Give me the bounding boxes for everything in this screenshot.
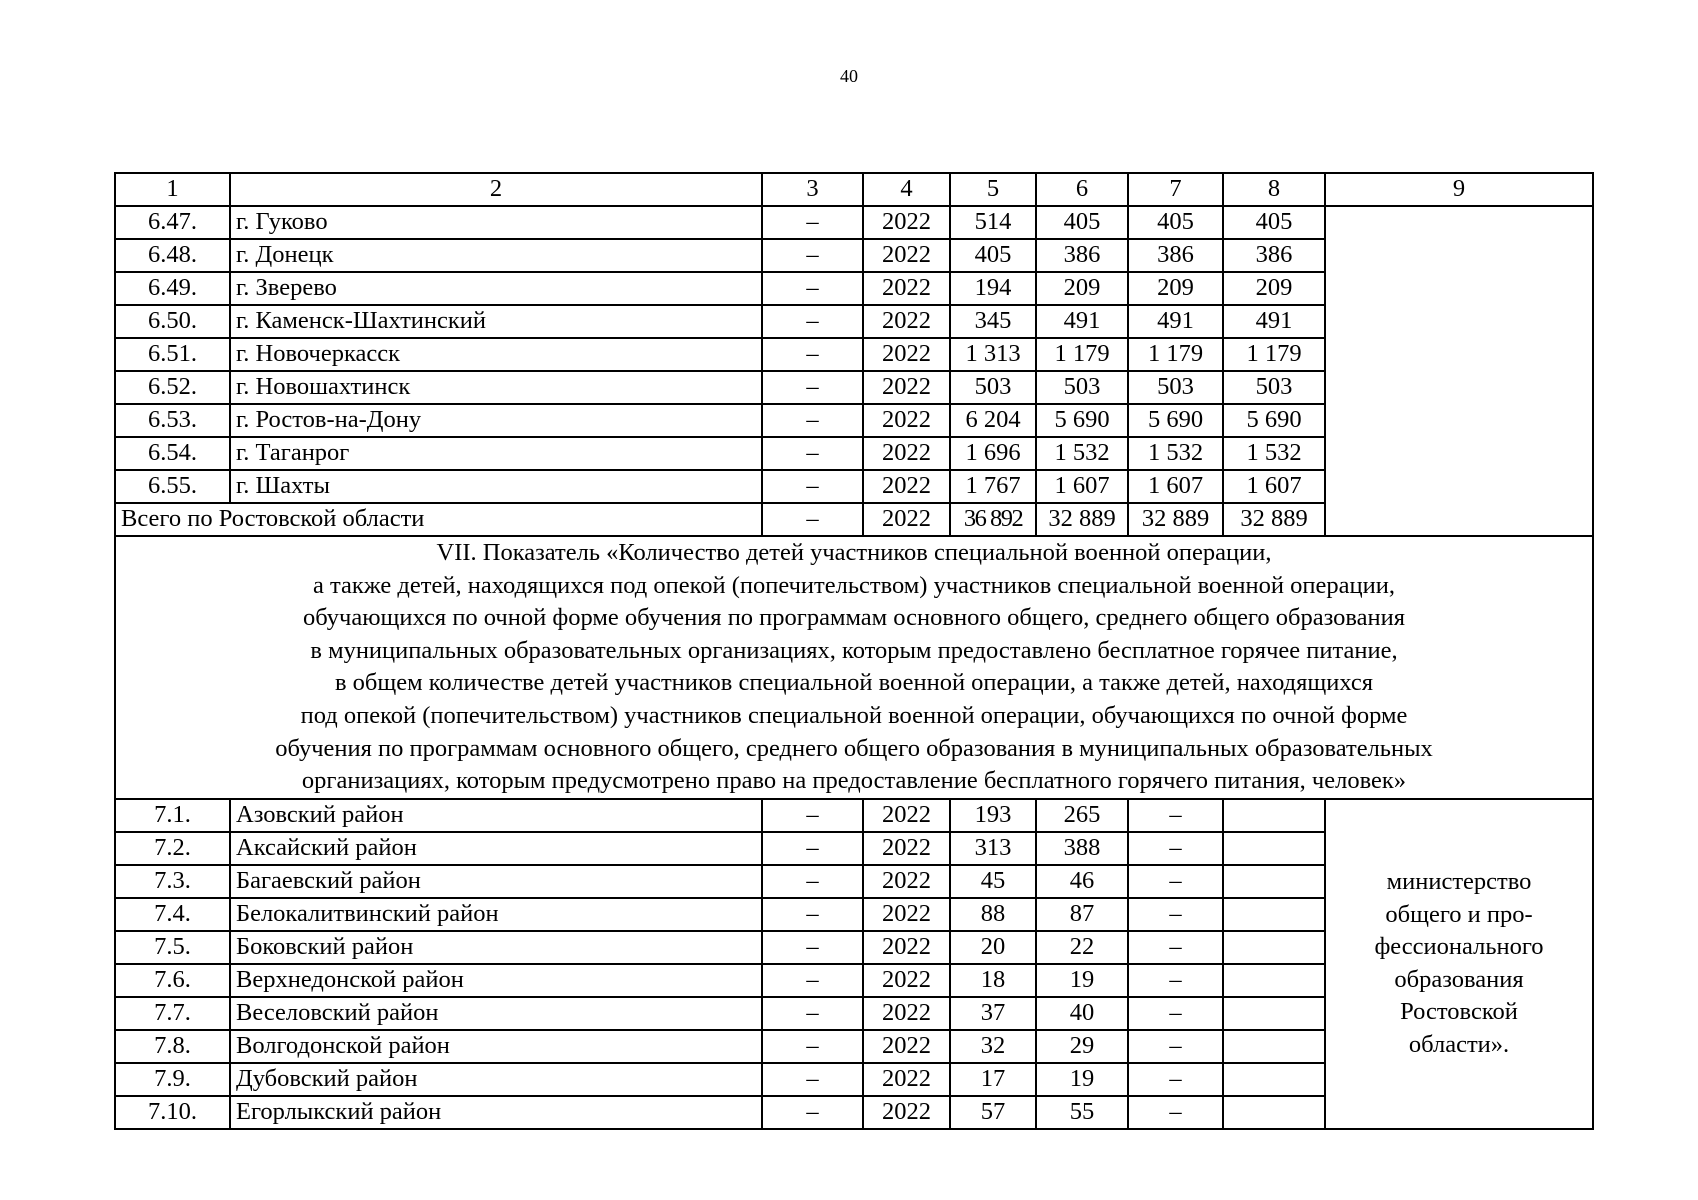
col5-cell: 503 — [950, 371, 1036, 404]
row-number-cell: 6.55. — [115, 470, 230, 503]
year-cell: 2022 — [863, 1030, 950, 1063]
row-name-cell: г. Шахты — [230, 470, 762, 503]
year-cell: 2022 — [863, 964, 950, 997]
col8-cell: 386 — [1223, 239, 1325, 272]
col6-cell: 32 889 — [1036, 503, 1128, 536]
year-cell: 2022 — [863, 997, 950, 1030]
col6-cell: 491 — [1036, 305, 1128, 338]
col3-cell: – — [762, 371, 863, 404]
section-7-title — [115, 536, 1593, 799]
col8-cell — [1223, 964, 1325, 997]
total-label-cell: Всего по Ростовской области — [115, 503, 762, 536]
col6-cell: 55 — [1036, 1096, 1128, 1129]
col8-cell — [1223, 799, 1325, 832]
col6-cell: 29 — [1036, 1030, 1128, 1063]
year-cell: 2022 — [863, 832, 950, 865]
responsible-body-cell — [1325, 799, 1593, 1129]
col8-cell: 1 532 — [1223, 437, 1325, 470]
col5-cell: 1 767 — [950, 470, 1036, 503]
col3-cell: – — [762, 437, 863, 470]
col8-cell — [1223, 931, 1325, 964]
row-number-cell: 6.47. — [115, 206, 230, 239]
col3-cell: – — [762, 964, 863, 997]
header-cell: 9 — [1325, 173, 1593, 206]
col3-cell: – — [762, 1096, 863, 1129]
section-title-line: под опекой (попечительством) участников специальной военной операции, обучающихся по очной форме — [300, 701, 1408, 729]
col5-cell: 345 — [950, 305, 1036, 338]
col3-cell: – — [762, 470, 863, 503]
row-number-cell: 6.54. — [115, 437, 230, 470]
header-cell: 1 — [115, 173, 230, 206]
section-title-line: в общем количестве детей участников специальной военной операции, а также детей, находящихся — [334, 669, 1374, 697]
header-cell: 6 — [1036, 173, 1128, 206]
row-number-cell: 6.48. — [115, 239, 230, 272]
col3-cell: – — [762, 305, 863, 338]
col8-cell — [1223, 832, 1325, 865]
section-title-row — [115, 536, 1593, 799]
section-title-line: обучения по программам основного общего, среднего общего образования в муниципальных образовательных — [275, 734, 1433, 762]
col5-cell: 514 — [950, 206, 1036, 239]
row-number-cell: 7.4. — [115, 898, 230, 931]
row-number-cell: 7.2. — [115, 832, 230, 865]
col3-cell: – — [762, 1030, 863, 1063]
col5-cell: 1 696 — [950, 437, 1036, 470]
row-number-cell: 7.10. — [115, 1096, 230, 1129]
indicator-table — [114, 172, 1594, 1130]
col7-cell: – — [1128, 832, 1223, 865]
col3-cell: – — [762, 272, 863, 305]
row-name-cell: г. Каменск-Шахтинский — [230, 305, 762, 338]
col5-cell: 18 — [950, 964, 1036, 997]
row-name-cell: Белокалитвинский район — [230, 898, 762, 931]
year-cell: 2022 — [863, 437, 950, 470]
year-cell: 2022 — [863, 898, 950, 931]
responsible-line: области». — [1408, 1030, 1510, 1058]
col6-cell: 503 — [1036, 371, 1128, 404]
col3-cell: – — [762, 1063, 863, 1096]
col6-cell: 40 — [1036, 997, 1128, 1030]
col7-cell: 32 889 — [1128, 503, 1223, 536]
col7-cell: – — [1128, 799, 1223, 832]
col9-blank-cell — [1325, 206, 1593, 536]
col8-cell: 209 — [1223, 272, 1325, 305]
row-number-cell: 6.53. — [115, 404, 230, 437]
row-name-cell: г. Гуково — [230, 206, 762, 239]
col8-cell: 32 889 — [1223, 503, 1325, 536]
col6-cell: 388 — [1036, 832, 1128, 865]
col5-cell: 88 — [950, 898, 1036, 931]
col8-cell: 1 179 — [1223, 338, 1325, 371]
col8-cell: 405 — [1223, 206, 1325, 239]
col5-cell: 405 — [950, 239, 1036, 272]
col5-cell: 32 — [950, 1030, 1036, 1063]
col5-cell: 57 — [950, 1096, 1036, 1129]
row-name-cell: г. Новошахтинск — [230, 371, 762, 404]
col3-cell: – — [762, 832, 863, 865]
year-cell: 2022 — [863, 503, 950, 536]
col6-cell: 1 179 — [1036, 338, 1128, 371]
row-number-cell: 7.7. — [115, 997, 230, 1030]
col3-cell: – — [762, 799, 863, 832]
col6-cell: 265 — [1036, 799, 1128, 832]
col6-cell: 386 — [1036, 239, 1128, 272]
col6-cell: 405 — [1036, 206, 1128, 239]
col8-cell — [1223, 865, 1325, 898]
col7-cell: – — [1128, 898, 1223, 931]
section-title-line: а также детей, находящихся под опекой (попечительством) участников специальной военной операции, — [313, 571, 1395, 599]
col8-cell — [1223, 997, 1325, 1030]
col6-cell: 87 — [1036, 898, 1128, 931]
col8-cell — [1223, 1096, 1325, 1129]
row-number-cell: 7.1. — [115, 799, 230, 832]
col5-cell: 313 — [950, 832, 1036, 865]
col5-cell: 193 — [950, 799, 1036, 832]
responsible-line: Ростовской — [1400, 998, 1518, 1026]
row-name-cell: г. Таганрог — [230, 437, 762, 470]
col7-cell: 503 — [1128, 371, 1223, 404]
table-row — [115, 206, 1593, 239]
col6-cell: 209 — [1036, 272, 1128, 305]
responsible-line: фессионального — [1374, 933, 1544, 961]
col8-cell — [1223, 1030, 1325, 1063]
col8-cell — [1223, 898, 1325, 931]
row-number-cell: 7.6. — [115, 964, 230, 997]
section-title-line: VII. Показатель «Количество детей участников специальной военной операции, — [436, 539, 1272, 566]
col5-cell: 36 892 — [950, 503, 1036, 536]
col8-cell — [1223, 1063, 1325, 1096]
col6-cell: 22 — [1036, 931, 1128, 964]
col5-cell: 20 — [950, 931, 1036, 964]
year-cell: 2022 — [863, 239, 950, 272]
col7-cell: – — [1128, 1096, 1223, 1129]
col3-cell: – — [762, 239, 863, 272]
row-name-cell: Аксайский район — [230, 832, 762, 865]
year-cell: 2022 — [863, 371, 950, 404]
col7-cell: – — [1128, 931, 1223, 964]
header-cell: 2 — [230, 173, 762, 206]
row-name-cell: Боковский район — [230, 931, 762, 964]
row-number-cell: 7.3. — [115, 865, 230, 898]
section-title-line: организациях, которым предусмотрено право на предоставление бесплатного горячего питания, человек» — [301, 767, 1407, 795]
col6-cell: 19 — [1036, 964, 1128, 997]
col5-cell: 1 313 — [950, 338, 1036, 371]
col8-cell: 491 — [1223, 305, 1325, 338]
responsible-line: образования — [1394, 965, 1524, 993]
header-row — [115, 173, 1593, 206]
row-name-cell: г. Зверево — [230, 272, 762, 305]
row-number-cell: 6.50. — [115, 305, 230, 338]
section-title-line: в муниципальных образовательных организациях, которым предоставлено бесплатное горячее питание, — [310, 636, 1398, 664]
col6-cell: 1 532 — [1036, 437, 1128, 470]
row-number-cell: 6.52. — [115, 371, 230, 404]
row-name-cell: Веселовский район — [230, 997, 762, 1030]
year-cell: 2022 — [863, 799, 950, 832]
col6-cell: 19 — [1036, 1063, 1128, 1096]
col8-cell: 5 690 — [1223, 404, 1325, 437]
table-body — [115, 173, 1593, 1129]
year-cell: 2022 — [863, 931, 950, 964]
col3-cell: – — [762, 503, 863, 536]
col7-cell: 1 179 — [1128, 338, 1223, 371]
col6-cell: 1 607 — [1036, 470, 1128, 503]
header-cell: 5 — [950, 173, 1036, 206]
row-number-cell: 7.5. — [115, 931, 230, 964]
col7-cell: 1 532 — [1128, 437, 1223, 470]
col3-cell: – — [762, 865, 863, 898]
row-name-cell: г. Донецк — [230, 239, 762, 272]
year-cell: 2022 — [863, 272, 950, 305]
col7-cell: – — [1128, 1063, 1223, 1096]
row-name-cell: г. Новочеркасск — [230, 338, 762, 371]
year-cell: 2022 — [863, 404, 950, 437]
col5-cell: 37 — [950, 997, 1036, 1030]
row-name-cell: Азовский район — [230, 799, 762, 832]
row-number-cell: 7.9. — [115, 1063, 230, 1096]
col7-cell: – — [1128, 865, 1223, 898]
col8-cell: 1 607 — [1223, 470, 1325, 503]
row-name-cell: Егорлыкский район — [230, 1096, 762, 1129]
header-cell: 8 — [1223, 173, 1325, 206]
col7-cell: 491 — [1128, 305, 1223, 338]
col8-cell: 503 — [1223, 371, 1325, 404]
year-cell: 2022 — [863, 865, 950, 898]
col3-cell: – — [762, 997, 863, 1030]
col6-cell: 5 690 — [1036, 404, 1128, 437]
row-name-cell: г. Ростов-на-Дону — [230, 404, 762, 437]
row-name-cell: Верхнедонской район — [230, 964, 762, 997]
table-row — [115, 799, 1593, 832]
col7-cell: – — [1128, 1030, 1223, 1063]
year-cell: 2022 — [863, 1063, 950, 1096]
year-cell: 2022 — [863, 305, 950, 338]
row-number-cell: 6.49. — [115, 272, 230, 305]
page-number: 40 — [840, 66, 858, 86]
col7-cell: – — [1128, 997, 1223, 1030]
header-cell: 7 — [1128, 173, 1223, 206]
header-cell: 3 — [762, 173, 863, 206]
col7-cell: 1 607 — [1128, 470, 1223, 503]
col5-cell: 45 — [950, 865, 1036, 898]
responsible-line: общего и про- — [1385, 900, 1533, 928]
col7-cell: – — [1128, 964, 1223, 997]
col5-cell: 194 — [950, 272, 1036, 305]
col7-cell: 386 — [1128, 239, 1223, 272]
year-cell: 2022 — [863, 1096, 950, 1129]
header-cell: 4 — [863, 173, 950, 206]
year-cell: 2022 — [863, 470, 950, 503]
col5-cell: 6 204 — [950, 404, 1036, 437]
col5-cell: 17 — [950, 1063, 1036, 1096]
row-name-cell: Волгодонской район — [230, 1030, 762, 1063]
col3-cell: – — [762, 206, 863, 239]
row-number-cell: 7.8. — [115, 1030, 230, 1063]
row-name-cell: Дубовский район — [230, 1063, 762, 1096]
row-name-cell: Багаевский район — [230, 865, 762, 898]
col3-cell: – — [762, 404, 863, 437]
col7-cell: 209 — [1128, 272, 1223, 305]
year-cell: 2022 — [863, 338, 950, 371]
col6-cell: 46 — [1036, 865, 1128, 898]
col3-cell: – — [762, 338, 863, 371]
responsible-line: министерство — [1386, 867, 1532, 895]
row-number-cell: 6.51. — [115, 338, 230, 371]
col3-cell: – — [762, 931, 863, 964]
section-title-line: обучающихся по очной форме обучения по программам основного общего, среднего общего образования — [303, 604, 1405, 632]
col3-cell: – — [762, 898, 863, 931]
year-cell: 2022 — [863, 206, 950, 239]
col7-cell: 5 690 — [1128, 404, 1223, 437]
col7-cell: 405 — [1128, 206, 1223, 239]
